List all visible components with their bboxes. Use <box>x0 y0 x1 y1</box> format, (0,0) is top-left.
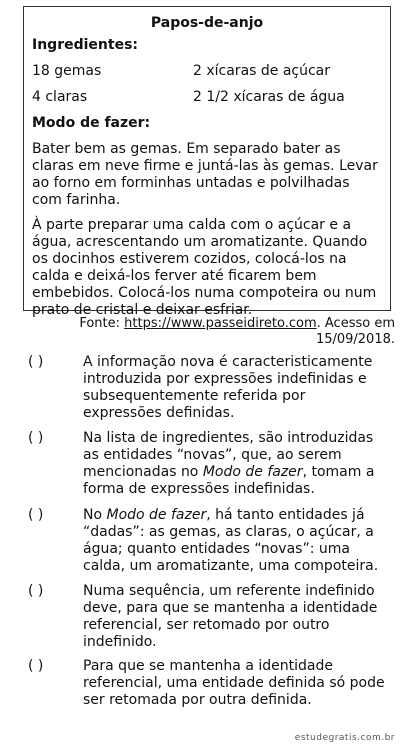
answer-blank[interactable]: ( ) <box>28 507 44 523</box>
question-text: Na lista de ingredientes, são introduzidas as entidades “novas”, que, ao serem mencionadas no Modo de fazer, tomam a forma de expressões indefinidas. <box>83 430 375 497</box>
ingredient-row <box>32 63 382 80</box>
ingredient-row <box>32 89 382 106</box>
method-paragraph: Bater bem as gemas. Em separado bater as claras em neve firme e juntá-las às gemas. Levar ao forno em forminhas untadas e polvilhadas com farinha. <box>32 141 378 208</box>
answer-blank[interactable]: ( ) <box>28 658 44 674</box>
answer-blank[interactable]: ( ) <box>28 354 44 370</box>
source-suffix: . Acesso em 15/09/2018. <box>315 316 395 347</box>
question-item <box>28 507 388 575</box>
recipe-box <box>23 6 391 318</box>
question-text: Para que se mantenha a identidade referencial, uma entidade definida só pode ser retomada por outra definida. <box>83 658 385 708</box>
method-paragraph: À parte preparar uma calda com o açúcar e a água, acrescentando um aromatizante. Quando os docinhos estiverem cozidos, colocá-los na calda e deixá-los ferver até ficarem bem embebidos. Colocá-los numa compoteira ou num prato de cristal e deixar esfriar. <box>32 217 377 318</box>
ingredient-left: 18 gemas <box>32 63 102 79</box>
question-item <box>28 430 388 498</box>
recipe-title: Papos-de-anjo <box>150 15 264 31</box>
ingredient-right: 2 xícaras de açúcar <box>193 63 331 79</box>
question-item <box>28 354 388 422</box>
ingredients-heading: Ingredientes: <box>32 37 138 53</box>
answer-blank[interactable]: ( ) <box>28 430 44 446</box>
method-heading: Modo de fazer: <box>32 115 151 131</box>
question-item <box>28 658 388 709</box>
question-text: No Modo de fazer, há tanto entidades já “dadas”: as gemas, as claras, o açúcar, a água; quanto entidades “novas”: uma calda, um aromatizante, uma compoteira. <box>83 507 379 574</box>
source-link[interactable]: https://www.passeidireto.com <box>124 316 317 331</box>
footer-watermark: estudegratis.com.br <box>294 733 395 743</box>
italic-term: Modo de fazer <box>106 507 207 523</box>
answer-blank[interactable]: ( ) <box>28 583 44 599</box>
question-text: Numa sequência, um referente indefinido deve, para que se mantenha a identidade referencial, ser retomado por outro indefinido. <box>83 583 378 650</box>
question-text: A informação nova é caracteristicamente introduzida por expressões indefinidas e subsequentemente referida por expressões definidas. <box>83 354 373 421</box>
ingredient-left: 4 claras <box>32 89 88 105</box>
ingredient-right: 2 1/2 xícaras de água <box>193 89 345 105</box>
source-citation <box>75 316 395 348</box>
italic-term: Modo de fazer <box>202 464 303 480</box>
question-item <box>28 583 388 651</box>
source-prefix: Fonte: <box>79 316 125 331</box>
